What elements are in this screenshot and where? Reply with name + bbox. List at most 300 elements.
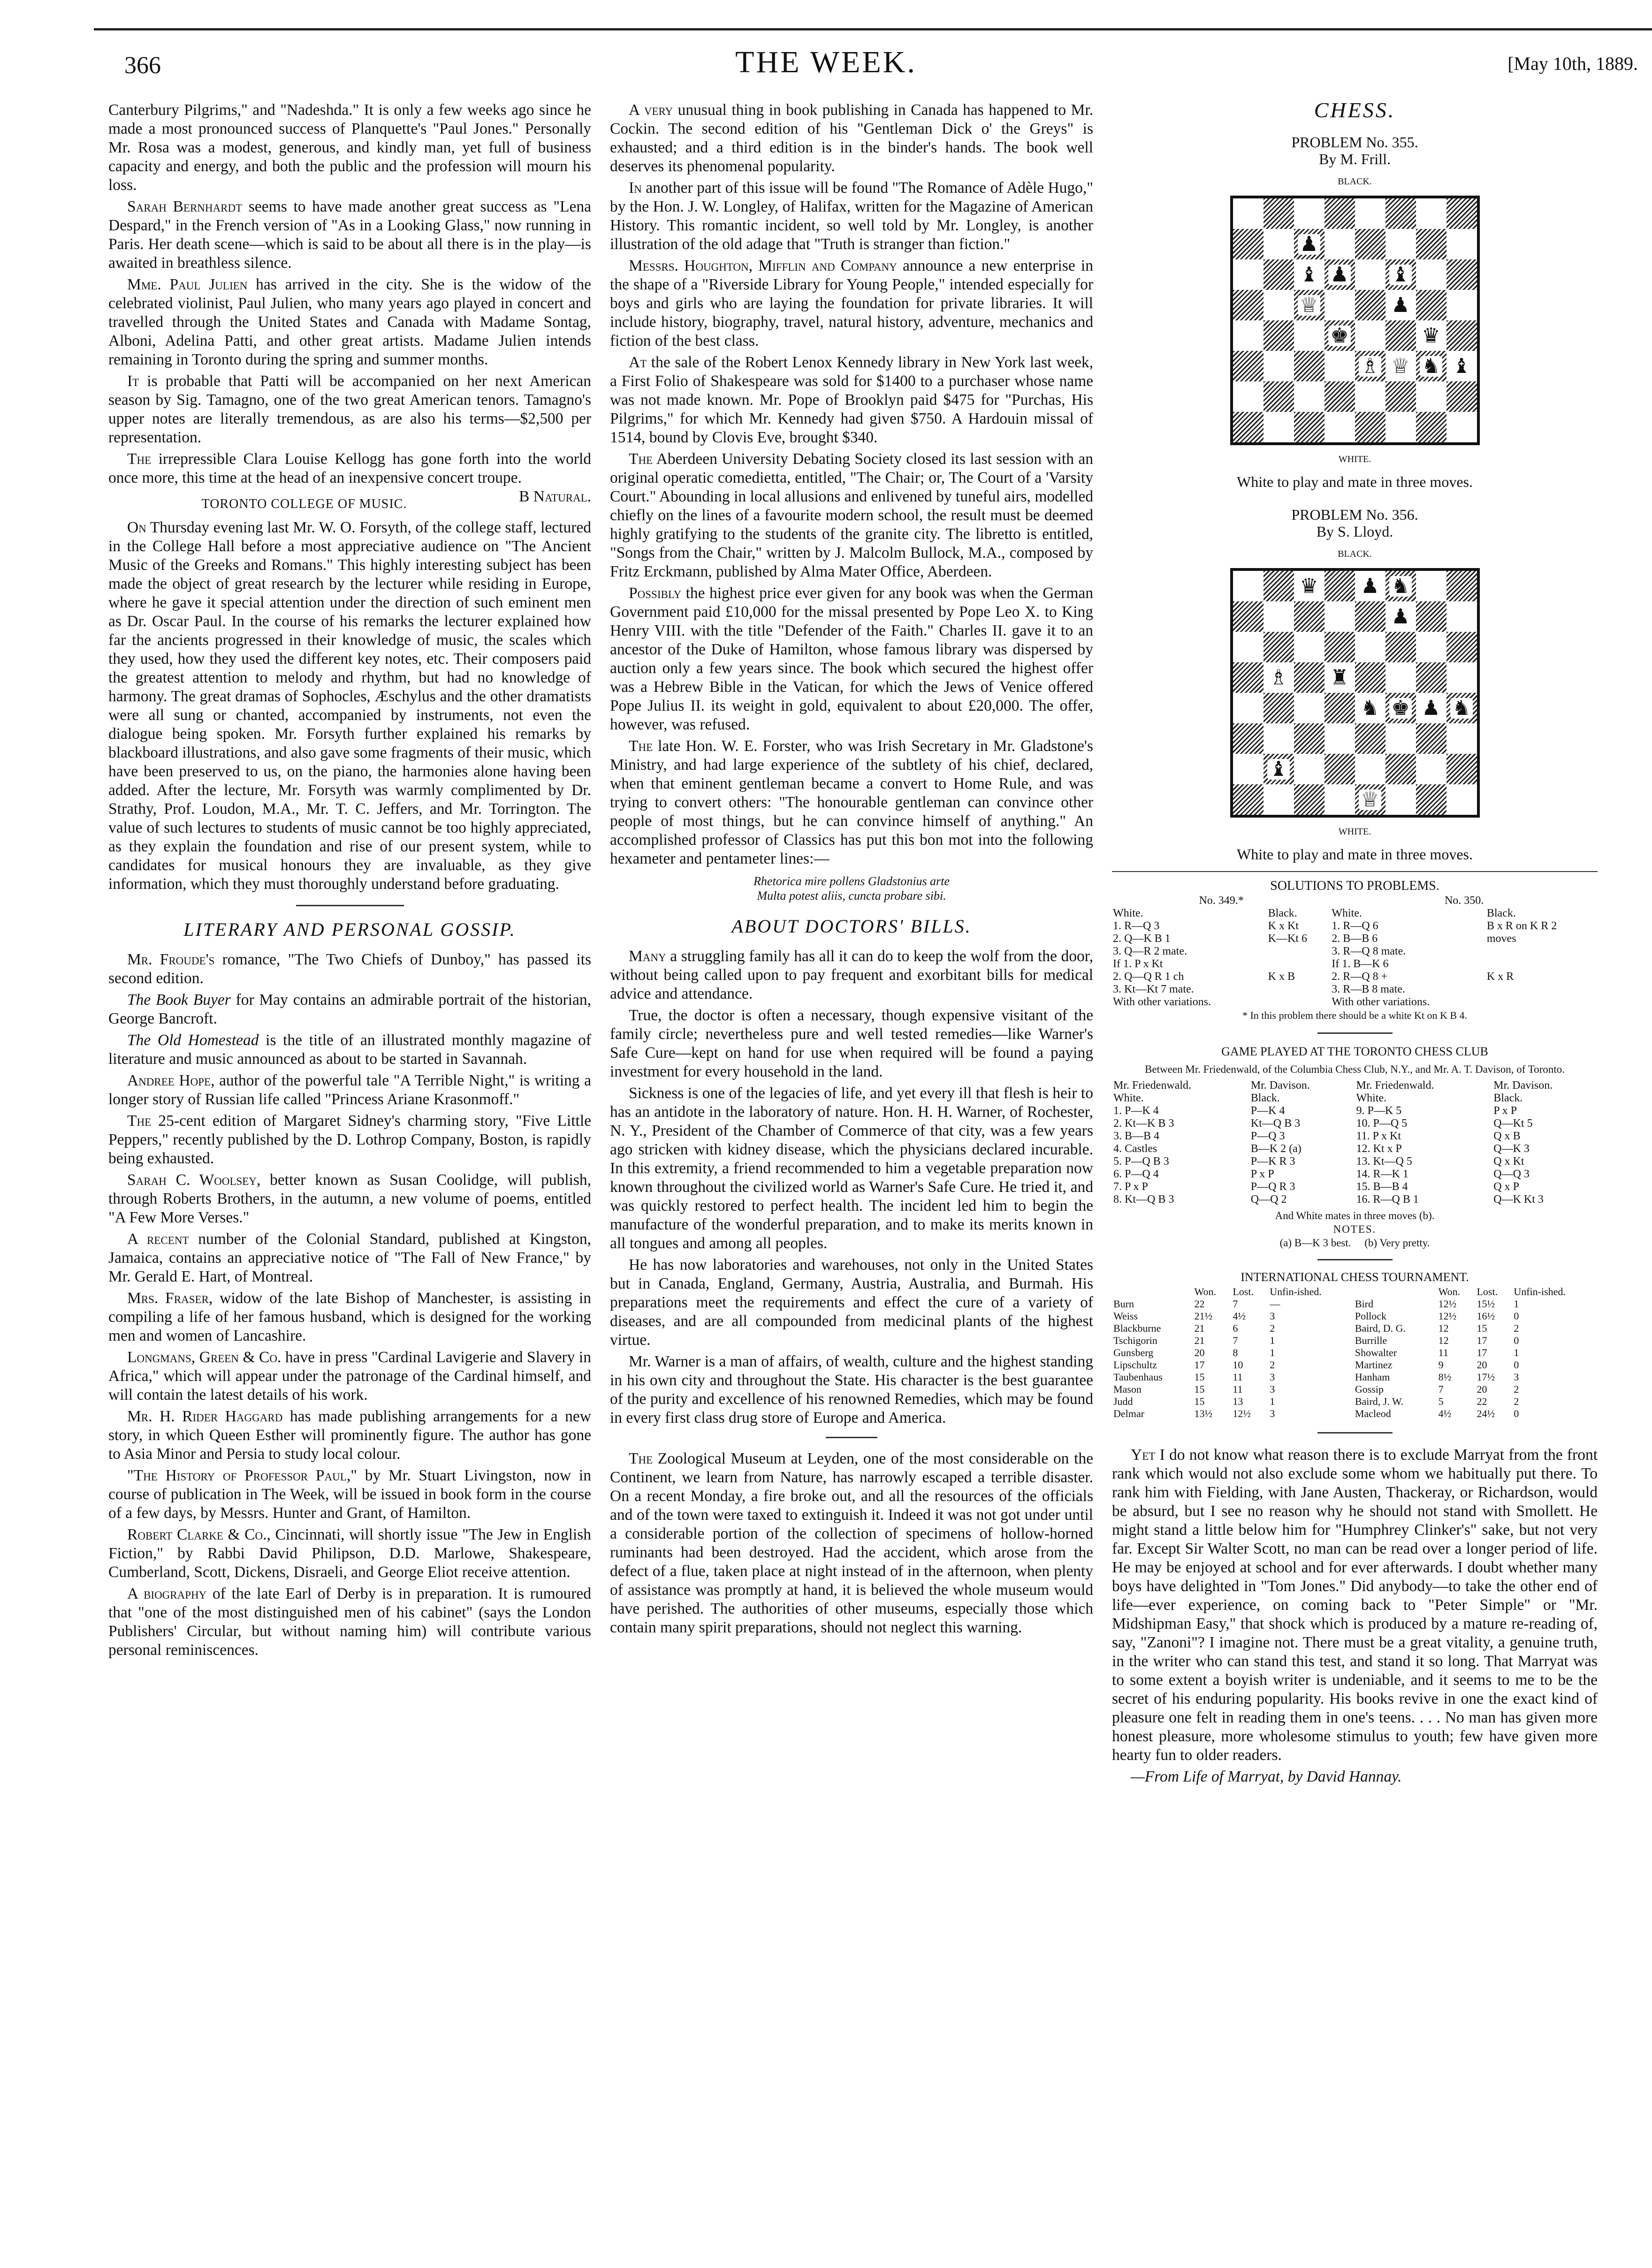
tournament-row [1112, 1408, 1598, 1420]
tournament-row-cell: 17 [1477, 1335, 1487, 1346]
tournament-row-cell: Blackburne [1113, 1322, 1161, 1334]
chess-piece-icon: ♛ [1298, 576, 1320, 597]
tournament-row-cell: Lost. [1233, 1286, 1254, 1297]
solution-row [1112, 958, 1598, 971]
board-square [1294, 381, 1325, 412]
chess-piece-icon: ♟ [1328, 265, 1350, 285]
tournament-row-cell: Delmar [1113, 1408, 1144, 1419]
tournament-row [1112, 1347, 1598, 1359]
board-square [1233, 662, 1264, 693]
board-square [1416, 693, 1446, 723]
game-row-cell: 9. P—K 5 [1356, 1105, 1402, 1117]
board-square [1294, 259, 1325, 290]
board-square [1386, 571, 1416, 601]
board-square [1386, 259, 1416, 290]
board-square [1386, 754, 1416, 784]
board-square [1416, 601, 1446, 632]
tournament-row-cell: Pollock [1355, 1310, 1387, 1322]
black-label: BLACK. [1338, 176, 1372, 187]
board-square [1355, 754, 1386, 784]
tournament-row-cell: 5 [1438, 1396, 1444, 1407]
tournament-row-cell: Judd [1113, 1396, 1133, 1407]
board-square [1386, 662, 1416, 693]
board-square [1446, 381, 1477, 412]
board-square [1355, 198, 1386, 229]
board-square [1355, 632, 1386, 662]
tournament-heading: INTERNATIONAL CHESS TOURNAMENT. [1241, 1270, 1469, 1284]
chess-piece-icon: ♞ [1420, 356, 1442, 377]
tournament-row-cell: Taubenhaus [1113, 1371, 1163, 1383]
chess-piece-icon: ♛ [1420, 326, 1442, 346]
tournament-row-cell: 21 [1194, 1335, 1205, 1346]
solution-footnote: * In this problem there should be a white Kt on K B 4. [1242, 1009, 1468, 1021]
board-square [1386, 632, 1416, 662]
game-row-cell: Q x B [1493, 1130, 1521, 1142]
chess-piece-icon: ♞ [1450, 698, 1472, 719]
problem-355-title: PROBLEM No. 355. [1291, 134, 1418, 151]
board-square [1416, 723, 1446, 754]
solution-row-cell: B x R on K R 2 [1486, 920, 1557, 932]
board-square [1446, 320, 1477, 351]
board-square [1386, 723, 1416, 754]
signature: B Natural. [518, 488, 591, 505]
solution-row-cell: 2. B—B 6 [1332, 933, 1378, 945]
tournament-row-cell: 6 [1233, 1322, 1238, 1334]
tournament-row [1112, 1335, 1598, 1347]
tournament-row-cell: Gunsberg [1113, 1347, 1154, 1358]
paragraph: Andree Hope, author of the powerful tale "A Terrible Night," is writing a longer story of Russian life called "Princess Ariane Krasonmoff." [108, 1072, 591, 1108]
solution-row-cell [1267, 945, 1331, 958]
board-square [1233, 784, 1264, 815]
solution-row-cell [1486, 996, 1598, 1009]
white-label: WHITE. [1338, 454, 1371, 464]
paragraph: Robert Clarke & Co., Cincinnati, will shortly issue "The Jew in English Fiction," by Rabbi David Philipson, D.D. Marlowe, Shakespeare, Cumberland, Scott, Dickens, Disraeli, and George Eliot receive attention. [108, 1526, 591, 1581]
tournament-row-cell: Gossip [1355, 1383, 1384, 1395]
game-row-cell: P—K R 3 [1250, 1155, 1295, 1168]
tournament-row-cell: 2 [1270, 1322, 1275, 1334]
chess-piece-icon: ♗ [1359, 356, 1381, 377]
solution-row-cell: With other variations. [1332, 996, 1430, 1008]
solution-row-cell: Black. [1268, 907, 1297, 919]
board-square [1416, 290, 1446, 320]
tournament-row-cell: 11 [1233, 1383, 1243, 1395]
game-row-cell: Q x Kt [1493, 1155, 1524, 1168]
game-row-cell: P—Q 3 [1250, 1130, 1285, 1142]
tournament-row-cell: 1 [1514, 1347, 1519, 1358]
divider [1112, 871, 1598, 872]
board-square [1325, 320, 1355, 351]
problem-355-author: By M. Frill. [1319, 151, 1391, 167]
tournament-row-cell: Hanham [1355, 1371, 1390, 1383]
paragraph: Mrs. Fraser, widow of the late Bishop of Manchester, is assisting in compiling a life of her famous husband, which is designed for the working men and women of Lancashire. [108, 1289, 591, 1344]
black-label: BLACK. [1338, 549, 1372, 559]
chess-piece-icon: ♚ [1389, 698, 1411, 719]
tournament-table [1112, 1286, 1598, 1420]
game-row-cell: Q—Kt 5 [1493, 1117, 1533, 1130]
tournament-row-cell: 11 [1438, 1347, 1448, 1358]
tournament-row-cell: Burn [1113, 1298, 1134, 1310]
board-square [1264, 198, 1294, 229]
tournament-row-cell: Weiss [1113, 1310, 1138, 1322]
board-square [1325, 198, 1355, 229]
chess-piece-icon: ♜ [1328, 668, 1350, 688]
divider [1317, 1259, 1393, 1260]
paragraph: Yet I do not know what reason there is to exclude Marryat from the front rank which would not also exclude some whom we habitually put there. To rank him with Fielding, with Jane Austen, Thackeray, or Richardson, would be absurd, but I see no reason why he should not stand with Smollett. He might stand a little below him for "Humphrey Clinker's" sake, but not very far. Except Sir Walter Scott, no man can be read over a longer period of life. He may be enjoyed at school and for ever afterwards. I doubt whether many boys have delighted in "Tom Jones." Did anybody—to take the other end of life—ever experience, on coming back to "Peter Simple" or "Mr. Midshipman Easy," that shock which is produced by a mature re-reading of, say, "Zanoni"? I imagine not. There must be a great vitality, a genuine truth, in the writer who can stand this test, and stand it so long. That Marryat was to some extent a boyish writer is undeniable, and it seems to me to be the secret of his enduring popularity. His books revive in one the exact kind of pleasure one felt in reading them in one's teens. . . . No man has given more honest pleasure, more wholesome stimulus to youth; few have given more hearty fun to older readers. [1112, 1446, 1598, 1764]
solution-row-cell: White. [1113, 907, 1143, 919]
solution-row [1112, 907, 1598, 920]
section-heading: ABOUT DOCTORS' BILLS. [731, 916, 972, 937]
game-row-cell: White. [1356, 1092, 1387, 1104]
board-square [1355, 351, 1386, 381]
tournament-row-cell: 20 [1194, 1347, 1205, 1358]
paragraph: "The History of Professor Paul," by Mr. Stuart Livingston, now in course of publication in The Week, will be issued in book form in the course of a few days, by Messrs. Hunter and Grant, of Hamilton. [108, 1467, 591, 1522]
board-square [1233, 754, 1264, 784]
chess-piece-icon: ♞ [1389, 576, 1411, 597]
problem-caption: White to play and mate in three moves. [1237, 473, 1473, 490]
board-square [1355, 723, 1386, 754]
tournament-row-cell: 15 [1194, 1383, 1205, 1395]
masthead-title: THE WEEK. [735, 45, 917, 79]
game-row-cell: Q—Q 3 [1493, 1168, 1530, 1180]
tournament-row-cell: Unfin-ished. [1514, 1286, 1566, 1297]
board-square [1233, 198, 1264, 229]
tournament-row-cell: 3 [1514, 1371, 1519, 1383]
solutions-table: No. 349.* No. 350. White. Black. White. Black. 1. R—Q 3 K x Kt 1. R—Q 6 B x R on K R 2 2. Q—K B 1 K—Kt 6 2. B—B 6 moves 3. Q—R 2 mate. 3. R—Q 8 mate. If 1. P x Kt If 1. B—K 6 2. Q—Q R 1 ch K x B 2. R—Q 8 + K x R 3. Kt—Kt 7 mate. 3. R—B 8 mate. With other variations. With other variations. [1112, 895, 1598, 1009]
tournament-row-cell: 12 [1438, 1322, 1449, 1334]
game-row-cell: P x P [1250, 1168, 1274, 1180]
board-square [1294, 754, 1325, 784]
board-square [1325, 754, 1355, 784]
game-row-cell: Q—K 3 [1493, 1143, 1530, 1155]
paragraph: A recent number of the Colonial Standard, published at Kingston, Jamaica, contains an appreciative notice of "The Fall of New France," by Mr. Gerald E. Hart, of Montreal. [108, 1230, 591, 1285]
chess-piece-icon: ♝ [1267, 759, 1289, 780]
chess-heading: CHESS. [1314, 98, 1396, 122]
column-3-chess [1112, 98, 1598, 1789]
section-heading: LITERARY AND PERSONAL GOSSIP. [183, 919, 516, 940]
divider [1317, 1032, 1393, 1034]
tournament-row [1112, 1371, 1598, 1383]
board-square [1294, 601, 1325, 632]
tournament-row-cell: 1 [1270, 1347, 1275, 1358]
tournament-row [1112, 1383, 1598, 1396]
game-row-cell: 5. P—Q B 3 [1113, 1155, 1169, 1168]
game-row-cell: Mr. Davison. [1493, 1079, 1553, 1092]
board-square [1416, 320, 1446, 351]
solution-row-cell: 1. R—Q 3 [1113, 920, 1160, 932]
tournament-row-cell: 13 [1233, 1396, 1243, 1407]
game-row-cell: 4. Castles [1113, 1143, 1157, 1155]
tournament-row-cell: 1 [1514, 1298, 1519, 1310]
game-heading: GAME PLAYED AT THE TORONTO CHESS CLUB [1221, 1045, 1488, 1058]
solution-row-cell: 3. Kt—Kt 7 mate. [1113, 983, 1194, 995]
tournament-row-cell: 3 [1270, 1371, 1275, 1383]
board-square [1446, 198, 1477, 229]
solution-row-cell: With other variations. [1113, 996, 1211, 1008]
tournament-row-cell: Baird, J. W. [1355, 1396, 1404, 1407]
tournament-row-cell: 3 [1270, 1310, 1275, 1322]
tournament-row-cell: 22 [1194, 1298, 1205, 1310]
board-square [1264, 662, 1294, 693]
board-square [1446, 351, 1477, 381]
solution-row-cell: 2. Q—K B 1 [1113, 933, 1171, 945]
board-square [1264, 601, 1294, 632]
tournament-row-cell: 7 [1233, 1335, 1238, 1346]
tournament-row-cell: 20 [1477, 1359, 1487, 1371]
board-square [1386, 784, 1416, 815]
paragraph: Longmans, Green & Co. have in press "Cardinal Lavigerie and Slavery in Africa," which will appear under the patronage of the Cardinal himself, and will contain the latest details of his work. [108, 1349, 591, 1403]
board-square [1294, 320, 1325, 351]
game-row-cell: 10. P—Q 5 [1356, 1117, 1408, 1130]
chess-board-problem-356 [1230, 568, 1480, 818]
solution-row-cell: If 1. B—K 6 [1332, 958, 1389, 970]
board-square [1386, 229, 1416, 259]
paragraph: Possibly the highest price ever given for any book was when the German Government paid £10,000 for the missal presented by Pope Leo X. to King Henry VIII. with the title "Defender of the Faith." Charles II. gave it to an ancestor of the Duke of Hamilton, whose famous library was dispersed by auction only a few years since. The book which secured the highest offer was a Hebrew Bible in the Vatican, for which the Jews of Venice offered Pope Julius II. its weight in gold, equivalent to about £20,000. The offer, however, was refused. [610, 584, 1093, 733]
board-square [1355, 381, 1386, 412]
solution-row-cell [1267, 996, 1331, 1009]
source-attribution: —From Life of Marryat, by David Hannay. [1131, 1768, 1402, 1785]
board-square [1294, 290, 1325, 320]
game-row-cell: 14. R—K 1 [1356, 1168, 1408, 1180]
tournament-row-cell: 12½ [1233, 1408, 1251, 1419]
paragraph: On Thursday evening last Mr. W. O. Forsyth, of the college staff, lectured in the College Hall before a most appreciative audience on "The Ancient Music of the Greeks and Romans." This highly interesting subject has been made the object of great research by the lecturer while residing in Europe, where he gave it special attention under the direction of such eminent men as Dr. Oscar Paul. In the course of his remarks the lecturer explained how far the ancients progressed in their knowledge of music, the scales which they used, how they used the different key notes, etc. Their composers paid the greatest attention to melody and rhythm, but had no knowledge of harmony. The great dramas of Sophocles, Æschylus and the other dramatists were all sung or chanted, accompanied by instruments, not even the dialogue being spoken. Mr. Forsyth further explained his remarks by blackboard illustrations, and also gave some fragments of their music, which have been preserved to us, on the piano, the harmonies alone having been added. After the lecture, Mr. Forsyth was warmly complimented by Dr. Strathy, Prof. Loudon, M.A., Mr. T. C. Jeffers, and Mr. Torrington. The value of such lectures to students of music cannot be too highly appreciated, as they explain the foundation and rise of our present system, while to candidates for musical honours they are invaluable, as they give information, which they must thoroughly understand before graduating. [108, 519, 591, 893]
board-square [1446, 229, 1477, 259]
board-square [1446, 784, 1477, 815]
divider [826, 1437, 877, 1438]
paragraph: The Book Buyer for May contains an admirable portrait of the historian, George Bancroft. [108, 991, 591, 1027]
tournament-row-cell: 15 [1194, 1396, 1205, 1407]
tournament-row [1112, 1396, 1598, 1408]
board-square [1325, 662, 1355, 693]
board-square [1386, 290, 1416, 320]
tournament-row-cell: 17 [1194, 1359, 1205, 1371]
problem-356-author: By S. Lloyd. [1316, 523, 1393, 540]
board-square [1416, 632, 1446, 662]
game-row-cell: 1. P—K 4 [1113, 1105, 1159, 1117]
board-square [1294, 571, 1325, 601]
subheading: TORONTO COLLEGE OF MUSIC. [201, 497, 407, 511]
board-square [1416, 784, 1446, 815]
tournament-row-cell: 4½ [1438, 1408, 1452, 1419]
solution-row-cell [1486, 945, 1598, 958]
board-square [1325, 571, 1355, 601]
tournament-row-cell: 12½ [1438, 1310, 1457, 1322]
solution-row-cell: K x R [1486, 971, 1514, 983]
top-rule [94, 28, 1652, 30]
solution-row-cell: If 1. P x Kt [1113, 958, 1163, 970]
board-square [1233, 320, 1264, 351]
game-row [1112, 1130, 1598, 1143]
tournament-row-cell: 22 [1477, 1396, 1487, 1407]
board-square [1264, 632, 1294, 662]
tournament-row-cell: 15 [1477, 1322, 1487, 1334]
board-square [1355, 693, 1386, 723]
solution-row-cell: White. [1332, 907, 1362, 919]
tournament-row-cell: Martinez [1355, 1359, 1393, 1371]
board-square [1233, 229, 1264, 259]
board-square [1416, 351, 1446, 381]
board-square [1416, 229, 1446, 259]
game-row-cell: 7. P x P [1113, 1181, 1148, 1193]
board-square [1325, 693, 1355, 723]
solution-row [1112, 983, 1598, 996]
tournament-row-cell: 2 [1270, 1359, 1275, 1371]
board-square [1446, 259, 1477, 290]
paragraph: The late Hon. W. E. Forster, who was Irish Secretary in Mr. Gladstone's Ministry, and had large experience of the subtlety of his chief, declared, when that eminent gentleman became a convert to Home Rule, and was trying to convert others: "The honourable gentleman can convince other people of most things, but he can convince himself of anything." An accomplished professor of Classics has put this bon mot into the following hexameter and pentameter lines:— [610, 737, 1093, 867]
tournament-row-cell [1354, 1286, 1437, 1298]
board-square [1416, 662, 1446, 693]
solution-row-cell [1486, 958, 1598, 971]
game-row-cell: 15. B—B 4 [1356, 1181, 1408, 1193]
tournament-row-cell: 8½ [1438, 1371, 1452, 1383]
board-square [1294, 632, 1325, 662]
game-row-cell: Mr. Friedenwald. [1356, 1079, 1434, 1092]
tournament-row-cell: 24½ [1477, 1408, 1495, 1419]
paragraph: He has now laboratories and warehouses, not only in the United States but in Canada, England, Germany, Austria, Australia, and Burmah. His preparations meet the requirements and effect the cure of a variety of diseases, and are all compounded from medicinal plants of the highest virtue. [610, 1256, 1093, 1349]
game-row-cell: 2. Kt—K B 3 [1113, 1117, 1174, 1130]
solution-row-cell: 1. R—Q 6 [1332, 920, 1378, 932]
solutions-heading: SOLUTIONS TO PROBLEMS. [1270, 879, 1439, 893]
board-square [1355, 229, 1386, 259]
tournament-row-cell: Won. [1438, 1286, 1461, 1297]
tournament-row-cell: Lipschultz [1113, 1359, 1157, 1371]
tournament-row [1112, 1322, 1598, 1335]
paragraph: Sarah C. Woolsey, better known as Susan Coolidge, will publish, through Roberts Brothers, in the autumn, a new volume of poems, entitled "A Few More Verses." [108, 1171, 591, 1226]
paragraph: True, the doctor is often a necessary, though expensive visitant of the family circle; nevertheless pure and well tested remedies—like Warner's Safe Cure—kept on hand for use when required will be found a paying investment for every household in the land. [610, 1007, 1093, 1080]
tournament-row-cell: Macleod [1355, 1408, 1391, 1419]
board-square [1355, 571, 1386, 601]
game-row-cell: Q x P [1493, 1181, 1519, 1193]
game-notes: (a) B—K 3 best. (b) Very pretty. [1279, 1237, 1430, 1249]
solution-row-cell [1267, 958, 1331, 971]
paragraph: Mme. Paul Julien has arrived in the city. She is the widow of the celebrated violinist, Paul Julien, who many years ago played in concert and travelled through the United States and Canada with Madame Sontag, Alboni, Adelina Patti, and other great artists. Madame Julien intends remaining in Toronto during the spring and summer months. [108, 276, 591, 368]
board-square [1233, 412, 1264, 442]
board-square [1446, 571, 1477, 601]
game-row [1112, 1155, 1598, 1168]
solution-row-cell [1267, 983, 1331, 996]
paragraph: In another part of this issue will be found "The Romance of Adèle Hugo," by the Hon. J. W. Longley, of Halifax, written for the Magazine of American History. This romantic incident, so well told by Mr. Longley, is another illustration of the old adage that "Truth is stranger than fiction." [610, 179, 1093, 253]
game-row [1112, 1143, 1598, 1155]
tournament-row-cell: 20 [1477, 1383, 1487, 1395]
solution-row-cell: K x Kt [1268, 920, 1299, 932]
tournament-row-cell: 10 [1233, 1359, 1243, 1371]
solution-row-cell: K—Kt 6 [1268, 933, 1307, 945]
divider [1317, 1432, 1393, 1434]
problem-356-title: PROBLEM No. 356. [1291, 506, 1418, 523]
chess-piece-icon: ♝ [1298, 265, 1320, 285]
game-row-cell: Black. [1250, 1092, 1280, 1104]
paragraph: Canterbury Pilgrims," and "Nadeshda." It is only a few weeks ago since he made a most pronounced success of Planquette's "Paul Jones." Personally Mr. Rosa was a modest, generous, and kindly man, yet full of business capacity and energy, and both the public and the profession will mourn his loss. [108, 101, 591, 194]
paragraph: The Old Homestead is the title of an illustrated monthly magazine of literature and music announced as about to be started in Savannah. [108, 1032, 592, 1068]
board-square [1264, 381, 1294, 412]
board-square [1233, 290, 1264, 320]
tournament-row-cell: 3 [1270, 1383, 1275, 1395]
tournament-row-cell: 11 [1233, 1371, 1243, 1383]
chess-piece-icon: ♕ [1359, 789, 1381, 810]
paragraph: Mr. Froude's romance, "The Two Chiefs of Dunboy," has passed its second edition. [108, 951, 591, 987]
board-square [1233, 351, 1264, 381]
problem-caption: White to play and mate in three moves. [1237, 846, 1473, 863]
paragraph: Mr. Warner is a man of affairs, of wealth, culture and the highest standing in his own city and throughout the State. His character is the best guarantee of the purity and excellence of his renowned Remedies, which may be found in every first class drug store of Europe and America. [610, 1353, 1093, 1426]
game-row [1112, 1092, 1598, 1105]
board-square [1386, 198, 1416, 229]
board-square [1264, 229, 1294, 259]
tournament-row-cell: 15½ [1477, 1298, 1495, 1310]
issue-date: [May 10th, 1889. [1507, 53, 1638, 74]
paragraph: The 25-cent edition of Margaret Sidney's charming story, "Five Little Peppers," recently published by the D. Lothrop Company, Boston, is rapidly being exhausted. [108, 1112, 591, 1167]
page-number: 366 [124, 52, 161, 79]
tournament-row-cell: Mason [1113, 1383, 1142, 1395]
tournament-row-cell: 0 [1514, 1335, 1519, 1346]
page-header [0, 0, 1652, 113]
solution-row [1112, 996, 1598, 1009]
paragraph: Many a struggling family has all it can do to keep the wolf from the door, without being called upon to pay frequent and exorbitant bills for medical advice and attendance. [610, 948, 1093, 1002]
chess-board-problem-355 [1230, 196, 1480, 445]
game-row-cell: 8. Kt—Q B 3 [1113, 1193, 1174, 1206]
board-square [1446, 412, 1477, 442]
tournament-row-cell: Burrille [1355, 1335, 1387, 1346]
paragraph: At the sale of the Robert Lenox Kennedy library in New York last week, a First Folio of Shakespeare was sold for $1400 to a purchaser whose name was not made known. Mr. Pope of Brooklyn paid $475 for "Purchas, His Pilgrims," for which Mr. Kennedy had given $750. A Hardouin missal of 1514, bound by Clovis Eve, brought $340. [610, 354, 1094, 446]
paragraph: A very unusual thing in book publishing in Canada has happened to Mr. Cockin. The second edition of his "Gentleman Dick o' the Greys" is exhausted; and a third edition is in the binder's hands. The book well deserves its phenomenal popularity. [610, 101, 1094, 175]
tournament-row-cell: Baird, D. G. [1355, 1322, 1406, 1334]
board-square [1446, 662, 1477, 693]
board-square [1416, 412, 1446, 442]
board-square [1294, 351, 1325, 381]
board-square [1325, 229, 1355, 259]
tournament-row-cell: 2 [1514, 1396, 1519, 1407]
paragraph: The irrepressible Clara Louise Kellogg has gone forth into the world once more, this time at the head of an inexpensive concert troupe. B Natural. [108, 450, 591, 505]
board-square [1325, 351, 1355, 381]
board-square [1355, 412, 1386, 442]
game-row-cell: Black. [1493, 1092, 1523, 1104]
paragraph: A biography of the late Earl of Derby is in preparation. It is rumoured that "one of the most distinguished men of his cabinet" (says the London Publishers' Circular, but without naming him) will contribute various personal reminiscences. [108, 1585, 591, 1659]
board-square [1294, 723, 1325, 754]
game-row-cell: 12. Kt x P [1356, 1143, 1402, 1155]
board-square [1325, 412, 1355, 442]
board-square [1446, 723, 1477, 754]
board-square [1325, 381, 1355, 412]
board-square [1233, 601, 1264, 632]
board-square [1446, 632, 1477, 662]
board-square [1355, 320, 1386, 351]
game-moves-table [1112, 1079, 1598, 1206]
tournament-row-cell: 0 [1514, 1310, 1519, 1322]
solution-row [1112, 971, 1598, 983]
game-row-cell: Q—Q 2 [1250, 1193, 1287, 1206]
solution-row-cell: moves [1486, 933, 1516, 945]
board-square [1446, 290, 1477, 320]
solution-row [1112, 920, 1598, 933]
game-row-cell: Mr. Davison. [1250, 1079, 1310, 1092]
white-label: WHITE. [1338, 827, 1371, 837]
solution-row-cell: 3. R—B 8 mate. [1332, 983, 1405, 995]
chess-piece-icon: ♟ [1389, 607, 1411, 627]
board-square [1416, 754, 1446, 784]
paragraph: The Aberdeen University Debating Society closed its last session with an original operatic comedietta, entitled, "The Chair; or, The Court of a 'Varsity Court." Abounding in local allusions and enlivened by tuneful airs, modelled chiefly on the lines of a favourite modern school, the result must be deemed highly gratifying to the students of the granite city. The libretto is entitled, "Songs from the Chair," written by J. Malcolm Bullock, M.A., composed by Fritz Erckmann, published by Alma Mater Office, Aberdeen. [610, 450, 1093, 580]
tournament-row-cell: 17½ [1477, 1371, 1495, 1383]
paragraph: It is probable that Patti will be accompanied on her next American season by Sig. Tamagno, one of the two great American tenors. Tamagno's upper notes are literally tremendous, as are also his terms—$2,500 per representation. [108, 372, 591, 446]
chess-piece-icon: ♟ [1298, 234, 1320, 255]
solution-row-cell: 3. R—Q 8 mate. [1332, 945, 1406, 957]
tournament-row-cell: 7 [1438, 1383, 1444, 1395]
board-square [1294, 198, 1325, 229]
board-square [1264, 723, 1294, 754]
game-row-cell: B—K 2 (a) [1250, 1143, 1302, 1155]
chess-piece-icon: ♞ [1359, 698, 1381, 719]
board-square [1386, 601, 1416, 632]
board-square [1355, 601, 1386, 632]
board-square [1264, 784, 1294, 815]
board-square [1264, 754, 1294, 784]
